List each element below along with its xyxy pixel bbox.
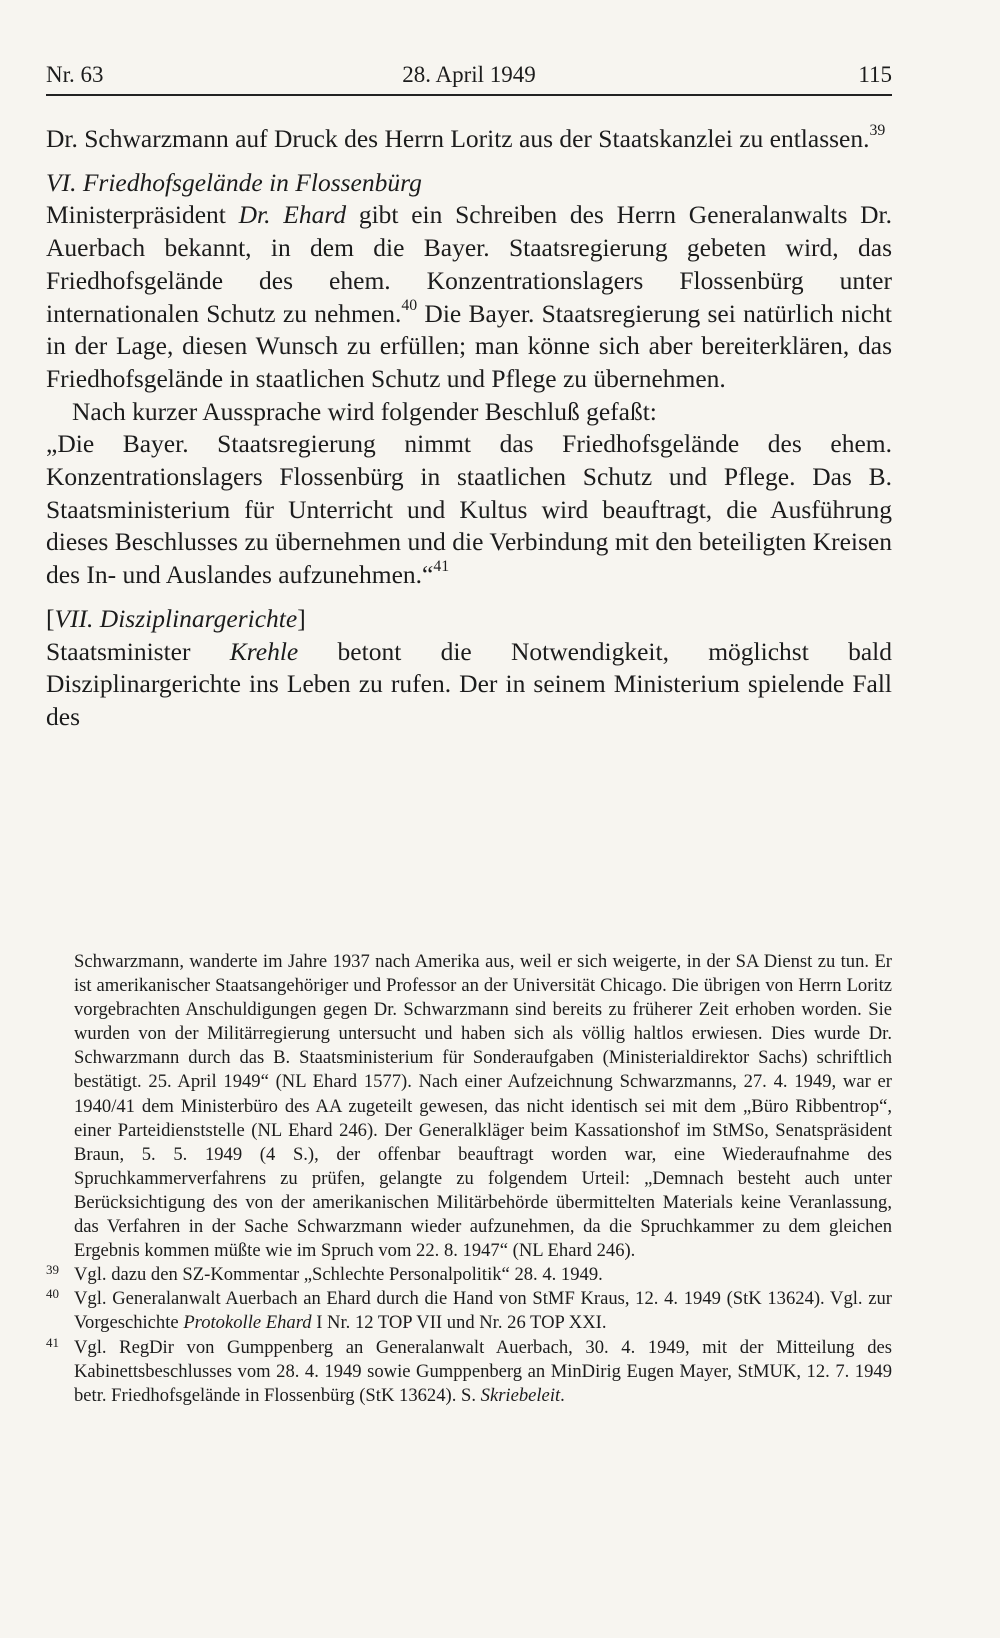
page-number: 115 [858, 62, 892, 87]
speaker-name: Krehle [229, 636, 299, 666]
document-date: 28. April 1949 [402, 62, 536, 87]
page-header [46, 58, 892, 96]
footnotes [46, 950, 892, 1408]
footnote-39: 39 Vgl. dazu den SZ-Kommentar „Schlechte Personalpolitik“ 28. 4. 1949. [46, 1263, 892, 1287]
footnote-41: 41 Vgl. RegDir von Gumppenberg an Generalanwalt Auerbach, 30. 4. 1949, mit der Mitteilung des Kabinettsbeschlusses vom 28. 4. 1949 sowie Gumppenberg an MinDirig Eugen Mayer, StMUK, 12. 7. 1949 betr. Friedhofsgelände in Flossenbürg (StK 13624). S. Skriebeleit. [46, 1336, 892, 1408]
paragraph-ehard: Ministerpräsident Dr. Ehard gibt ein Schreiben des Herrn Generalanwalts Dr. Auerbach bekannt, in dem die Bayer. Staatsregierung gebeten wird, das Friedhofsgelände des ehem. Konzentrationslagers Flossenbürg unter internationalen Schutz zu nehmen.$^{40}$ Die Bayer. Staatsregierung sei natürlich nicht in der Lage, diesen Wunsch zu erfüllen; man könne sich aber bereiterklären, das Friedhofsgelände in staatlichen Schutz und Pflege zu übernehmen. [46, 200, 892, 393]
section-heading-vi: VI. Friedhofsgelände in Flossenbürg [46, 167, 422, 197]
footnote-ref-41: 41 [433, 558, 450, 576]
paragraph-aussprache: Nach kurzer Aussprache wird folgender Beschluß gefaßt: [72, 396, 657, 426]
section-heading-vii: [VII. Disziplinargerichte] [46, 603, 306, 633]
footnote-number: 40 [46, 1286, 59, 1302]
speaker-name: Dr. Ehard [238, 200, 347, 230]
paragraph-krehle: Staatsminister Krehle betont die Notwendigkeit, möglichst bald Disziplinargerichte ins Leben zu rufen. Der in seinem Ministerium spielende Fall des [46, 636, 892, 731]
paragraph-intro: Dr. Schwarzmann auf Druck des Herrn Loritz aus der Staatskanzlei zu entlassen.$^{39}$ [46, 122, 886, 153]
main-text [46, 123, 892, 734]
document-number: Nr. 63 [46, 62, 104, 87]
footnote-continuation: Schwarzmann, wanderte im Jahre 1937 nach Amerika aus, weil er sich weigerte, in der SA Dienst zu tun. Er ist amerikanischer Staatsangehöriger und Professor an der Universität Chicago. Die übrigen von Herrn Loritz vorgebrachten Anschuldigungen gegen Dr. Schwarzmann sind bereits zu früherer Zeit erhoben worden. Sie wurden von der Militärregierung untersucht und haben sich als völlig haltlos erwiesen. Dies wurde Dr. Schwarzmann durch das B. Staatsministerium für Sonderaufgaben (Ministerialdirektor Sachs) schriftlich bestätigt. 25. April 1949“ (NL Ehard 1577). Nach einer Aufzeichnung Schwarzmanns, 27. 4. 1949, war er 1940/41 dem Ministerbüro des AA zugeteilt gewesen, das nicht identisch sei mit dem „Büro Ribbentrop“, einer Parteidienststelle (NL Ehard 246). Der Generalkläger beim Kassationshof im StMSo, Senatspräsident Braun, 5. 5. 1949 (4 S.), der offenbar beauftragt worden war, eine Wiederaufnahme des Spruchkammerverfahrens zu prüfen, gelangte zu folgendem Urteil: „Demnach besteht auch unter Berücksichtigung des von der amerikanischen Militärbehörde übermittelten Materials keine Veranlassung, das Verfahren in der Sache Schwarzmann wieder aufzunehmen, da die Spruchkammer zu dem gleichen Ergebnis kommen müßte wie im Spruch vom 22. 8. 1947“ (NL Ehard 246). [74, 951, 892, 1262]
footnote-number: 39 [46, 1262, 59, 1278]
footnote-40: 40 Vgl. Generalanwalt Auerbach an Ehard durch die Hand von StMF Kraus, 12. 4. 1949 (StK 13624). Vgl. zur Vorgeschichte Protokolle Ehard I Nr. 12 TOP VII und Nr. 26 TOP XXI. [46, 1287, 892, 1335]
paragraph-beschluss: „Die Bayer. Staatsregierung nimmt das Friedhofsgelände des ehem. Konzentrationslagers Flossenbürg in staatlichen Schutz und Pflege. Das B. Staatsministerium für Unterricht und Kultus wird beauftragt, die Ausführung dieses Beschlusses zu übernehmen und die Verbindung mit den beteiligten Kreisen des In- und Auslandes aufzunehmen.“$^{41}$ [46, 429, 892, 590]
footnote-ref-40: 40 [401, 296, 418, 314]
footnote-number: 41 [46, 1334, 59, 1350]
footnote-ref-39: 39 [869, 122, 886, 140]
